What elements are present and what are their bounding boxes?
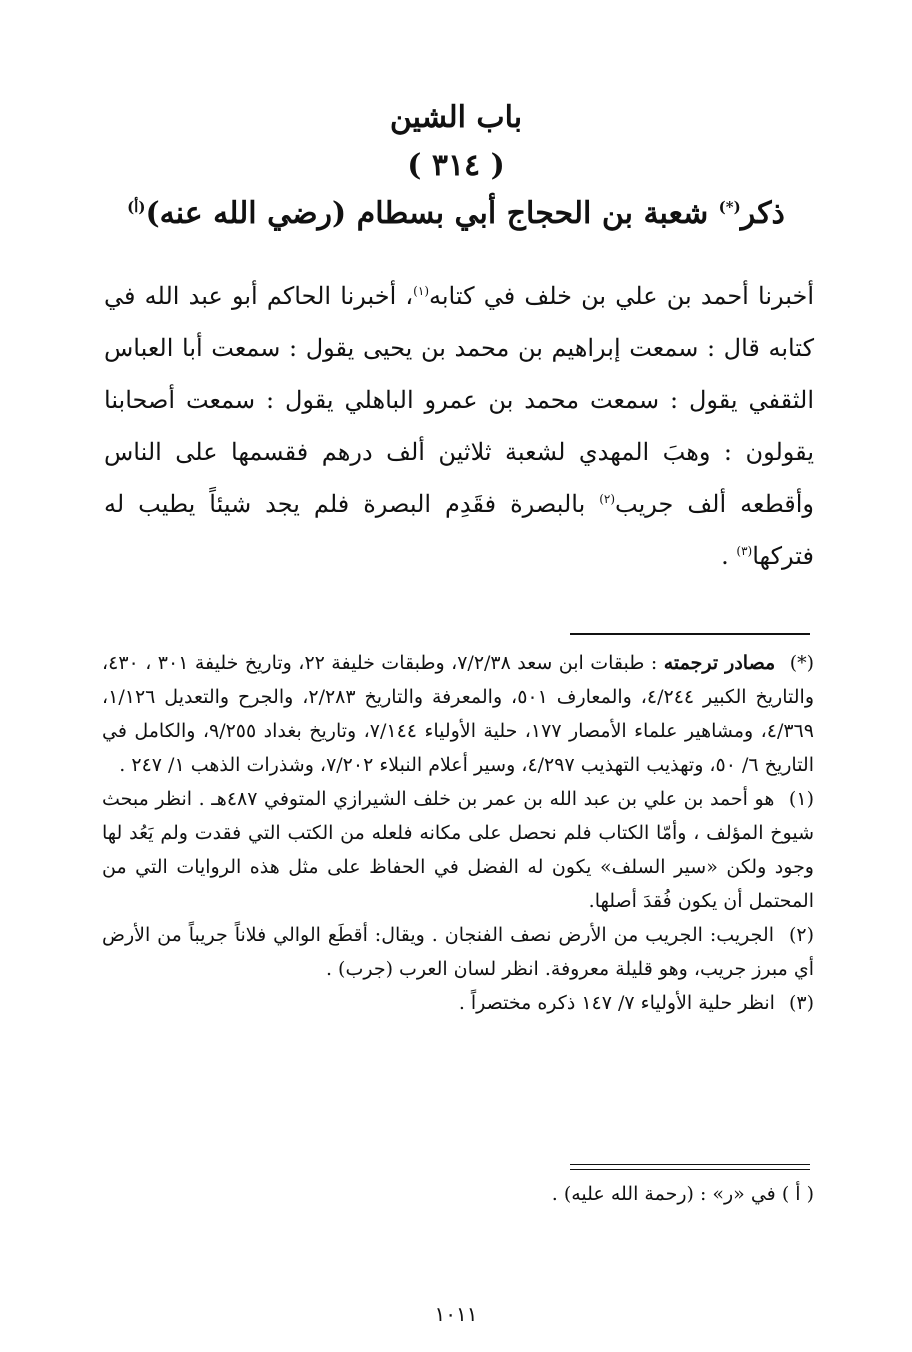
footnote-3 xyxy=(102,986,814,1020)
variant-text: في «ر» : (رحمة الله عليه) . xyxy=(551,1183,776,1205)
entry-number: ( ٣١٤ ) xyxy=(407,148,505,183)
footnote-text: انظر حلية الأولياء ٧/ ١٤٧ ذكره مختصراً . xyxy=(458,992,775,1014)
note-mark-2: (٢) xyxy=(599,492,616,506)
heading-variant-mark: (أ) xyxy=(127,198,146,216)
page-number: ١٠١١ xyxy=(434,1302,478,1326)
variant-divider-bottom xyxy=(570,1169,810,1170)
variant-mark: ( أ ) xyxy=(781,1183,814,1205)
footnote-mark: (*) xyxy=(789,652,815,674)
entry-heading xyxy=(100,196,812,231)
footnote-mark: (٢) xyxy=(788,924,814,946)
main-text-part-1: أخبرنا أحمد بن علي بن خلف في كتابه xyxy=(429,282,815,310)
footnote-label: مصادر ترجمته xyxy=(663,652,776,674)
footnote-text: هو أحمد بن علي بن عبد الله بن عمر بن خلف الشيرازي المتوفي ٤٨٧هـ . انظر مبحث شيوخ المؤلف ، وأمّا الكتاب فلم نحصل على مكانه فلعله من الكتب التي فقدت ولم يَعُد لها وجود ولكن «سير السلف» يكون له الفضل في الحفاظ على مثل هذه الروايات التي من المحتمل أن يكون فُقدَ أصلها. xyxy=(102,788,814,912)
main-text-part-3: بالبصرة فقَدِم البصرة فلم يجد شيئاً يطيب له فتركها xyxy=(104,490,814,570)
main-text xyxy=(104,270,814,582)
footnote-divider xyxy=(570,633,810,635)
footnote-mark: (١) xyxy=(788,788,814,810)
heading-star-mark: (*) xyxy=(718,198,741,216)
footnote-2 xyxy=(102,918,814,986)
footnote-text: : طبقات ابن سعد ٧/٢/٣٨، وطبقات خليفة ٢٢، وتاريخ خليفة ٣٠١ ، ٤٣٠، والتاريخ الكبير ٤/٢٤٤، والمعارف ٥٠١، والمعرفة والتاريخ ٢/٢٨٣، والجرح والتعديل ١/١٢٦، ٤/٣٦٩، ومشاهير علماء الأمصار ١٧٧، حلية الأولياء ٧/١٤٤، وتاريخ بغداد ٩/٢٥٥، والكامل في التاريخ ٦/ ٥٠، وتهذيب التهذيب ٤/٢٩٧، وسير أعلام النبلاء ٧/٢٠٢، وشذرات الذهب ١/ ٢٤٧ . xyxy=(102,652,815,776)
main-text-part-4: . xyxy=(721,542,737,570)
heading-name: شعبة بن الحجاج أبي بسطام (رضي الله عنه) xyxy=(145,196,719,231)
main-text-part-2: ، أخبرنا الحاكم أبو عبد الله في كتابه قال : سمعت إبراهيم بن محمد بن يحيى يقول : سمعت أبا العباس الثقفي يقول : سمعت محمد بن عمرو الباهلي يقول : سمعت أصحابنا يقولون : وهبَ المهدي لشعبة ثلاثين ألف درهم فقسمها على الناس وأقطعه ألف جريب xyxy=(104,282,815,518)
footnote-sources xyxy=(102,646,814,782)
footnote-mark: (٣) xyxy=(788,992,814,1014)
footnotes xyxy=(102,646,814,1020)
footnote-1 xyxy=(102,782,814,918)
chapter-title: باب الشين xyxy=(389,100,523,135)
variant-note xyxy=(102,1178,814,1210)
note-mark-1: (١) xyxy=(413,284,429,298)
variant-divider-top xyxy=(570,1164,810,1165)
note-mark-3: (٣) xyxy=(736,544,753,558)
main-paragraph xyxy=(104,270,814,582)
heading-prefix: ذكر xyxy=(740,196,785,231)
footnote-text: الجريب: الجريب من الأرض نصف الفنجان . ويقال: أقطَع الوالي فلاناً جريباً من الأرض أي مبرز جريب، وهو قليلة معروفة. انظر لسان العرب (جرب) . xyxy=(102,924,814,980)
